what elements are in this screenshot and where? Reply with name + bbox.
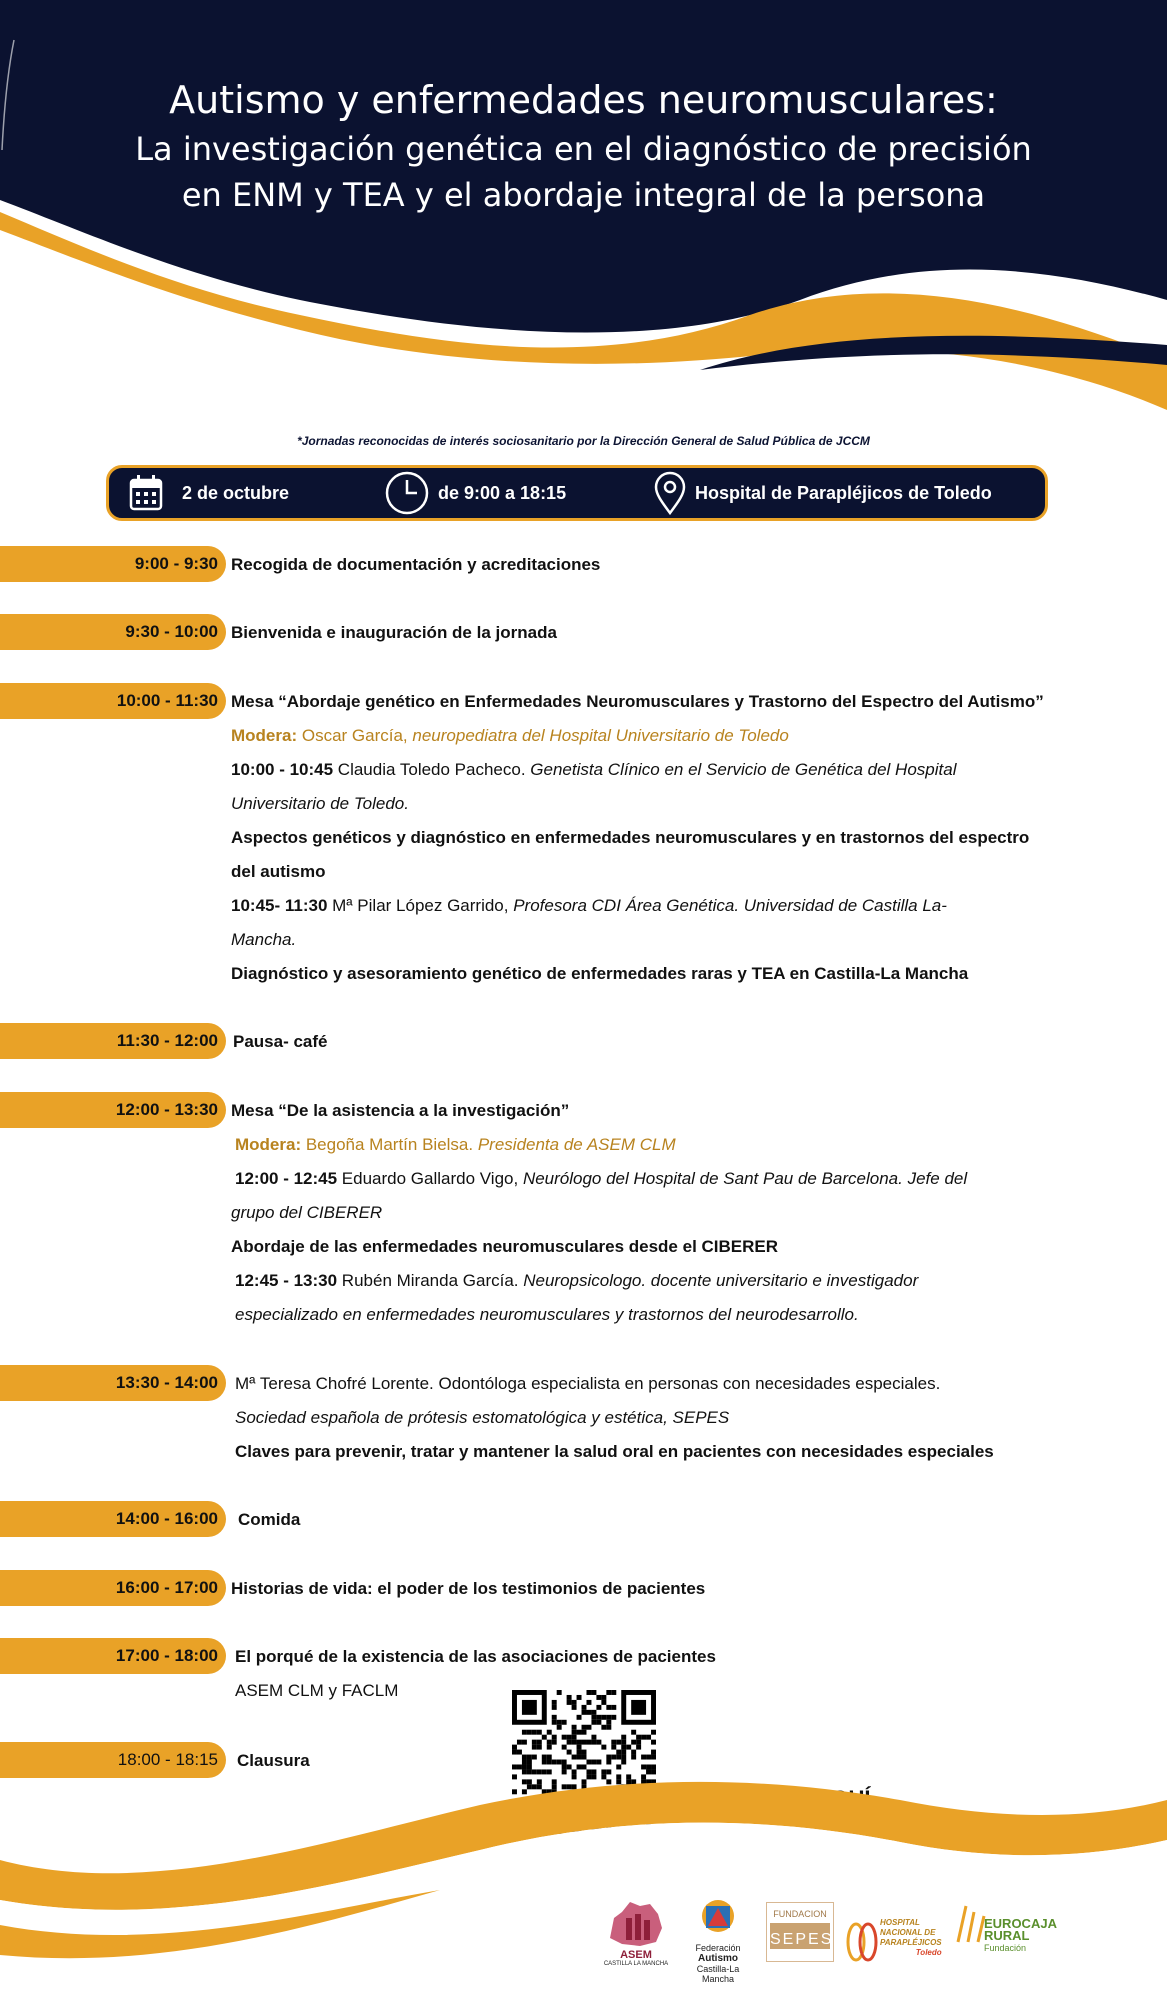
session-title-6: Claves para prevenir, tratar y mantener la salud oral en pacientes con necesidades especiales xyxy=(235,1442,994,1461)
moderator-role: Presidenta de ASEM CLM xyxy=(473,1135,676,1154)
session-time-5: 12:00 - 13:30 xyxy=(0,1092,226,1128)
talk-role-continued: grupo del CIBERER xyxy=(231,1203,383,1222)
talk-time: 12:45 - 13:30 xyxy=(235,1271,338,1290)
hospital-logo-text-1: HOSPITAL xyxy=(880,1918,920,1927)
talk-role: Neurólogo del Hospital de Sant Pau de Barcelona. Jefe del xyxy=(518,1169,968,1188)
title-line-3: en ENM y TEA y el abordaje integral de la persona xyxy=(181,176,986,214)
hospital-logo-text-3: PARAPLÉJICOS xyxy=(880,1938,942,1947)
event-location: Hospital de Parapléjicos de Toledo xyxy=(695,483,992,503)
asem-logo-subtext: CASTILLA LA MANCHA xyxy=(603,1961,669,1967)
fundacion-sepes-logo xyxy=(766,1898,834,1970)
autismo-logo-text-2: Autismo xyxy=(698,1953,738,1964)
session-title-2: Bienvenida e inauguración de la jornada xyxy=(231,623,557,642)
talk-role: Profesora CDI Área Genética. Universidad de Castilla La- xyxy=(508,896,947,915)
event-date: 2 de octubre xyxy=(182,483,290,503)
sepes-logo-text-1: FUNDACION xyxy=(773,1909,827,1919)
talk-title: Aspectos genéticos y diagnóstico en enfermedades neuromusculares y en trastornos del espectro xyxy=(231,828,1030,847)
talk-line xyxy=(231,759,956,781)
eurocaja-logo-text-3: Fundación xyxy=(984,1943,1027,1953)
session-time-8: 16:00 - 17:00 xyxy=(0,1570,226,1606)
session-title-10: Clausura xyxy=(237,1751,310,1770)
session-title-9: El porqué de la existencia de las asociaciones de pacientes xyxy=(235,1647,716,1666)
calendar-icon xyxy=(129,474,163,512)
session-org-6: Sociedad española de prótesis estomatológica y estética, SEPES xyxy=(235,1408,730,1427)
talk-line xyxy=(231,895,947,917)
talk-role: Genetista Clínico en el Servicio de Genética del Hospital xyxy=(525,760,957,779)
recognition-note: *Jornadas reconocidas de interés sociosanitario por la Dirección General de Salud Pública de JCCM xyxy=(297,434,870,448)
moderator-line-5 xyxy=(235,1134,676,1156)
moderator-role: neuropediatra del Hospital Universitario de Toledo xyxy=(407,726,789,745)
talk-role-continued: especializado en enfermedades neuromusculares y trastornos del neurodesarrollo. xyxy=(235,1305,859,1324)
moderator-name: Begoña Martín Bielsa. xyxy=(301,1135,474,1154)
session-time-2: 9:30 - 10:00 xyxy=(0,614,226,650)
talk-time: 10:45- 11:30 xyxy=(231,896,328,915)
eurocaja-logo-text-2: RURAL xyxy=(984,1928,1030,1943)
moderator-label: Modera: xyxy=(235,1135,302,1154)
session-time-6: 13:30 - 14:00 xyxy=(0,1365,226,1401)
session-time-3: 10:00 - 11:30 xyxy=(0,683,226,719)
autismo-logo-text-3: Castilla-La Mancha xyxy=(696,1964,740,1984)
talk-role-continued: Universitario de Toledo. xyxy=(231,794,409,813)
autismo-logo-text-1: Federación xyxy=(695,1943,741,1953)
moderator-label: Modera: xyxy=(231,726,298,745)
moderator-name: Oscar García, xyxy=(297,726,408,745)
moderator-line-3 xyxy=(231,725,789,747)
talk-speaker: Mª Pilar López Garrido, xyxy=(327,896,509,915)
asem-logo xyxy=(600,1898,672,1970)
clock-icon xyxy=(385,471,429,515)
talk-title: Abordaje de las enfermedades neuromusculares desde el CIBERER xyxy=(231,1237,779,1256)
talk-line xyxy=(235,1270,918,1292)
session-time-4: 11:30 - 12:00 xyxy=(0,1023,226,1059)
hospital-logo-text-4: Toledo xyxy=(915,1948,942,1957)
talk-title: Diagnóstico y asesoramiento genético de enfermedades raras y TEA en Castilla-La Mancha xyxy=(231,964,969,983)
sepes-logo-text-2: SEPES xyxy=(770,1923,830,1949)
eurocaja-logo-text-1: EUROCAJA xyxy=(984,1916,1057,1931)
asem-logo-text: ASEM xyxy=(620,1949,652,1961)
session-title-4: Pausa- café xyxy=(233,1032,328,1051)
session-time-7: 14:00 - 16:00 xyxy=(0,1501,226,1537)
session-title-7: Comida xyxy=(238,1510,301,1529)
talk-time: 12:00 - 12:45 xyxy=(235,1169,338,1188)
talk-speaker: Claudia Toledo Pacheco. xyxy=(333,760,526,779)
session-subtitle-9: ASEM CLM y FACLM xyxy=(235,1681,399,1700)
talk-speaker: Eduardo Gallardo Vigo, xyxy=(337,1169,519,1188)
hospital-paraplejicos-logo xyxy=(846,1898,946,1970)
session-time-1: 9:00 - 9:30 xyxy=(0,546,226,582)
talk-line xyxy=(235,1168,967,1190)
talk-role-continued: Mancha. xyxy=(231,930,297,949)
title-line-2: La investigación genética en el diagnóstico de precisión xyxy=(135,130,1032,168)
hospital-logo-text-2: NACIONAL DE xyxy=(880,1928,936,1937)
event-info-bar xyxy=(106,465,1048,521)
session-title-3: Mesa “Abordaje genético en Enfermedades Neuromusculares y Trastorno del Espectro del Autismo” xyxy=(231,692,1044,711)
talk-speaker: Rubén Miranda García. xyxy=(337,1271,519,1290)
talk-role: Neuropsicologo. docente universitario e investigador xyxy=(518,1271,919,1290)
session-speaker-6: Mª Teresa Chofré Lorente. Odontóloga especialista en personas con necesidades especiales. xyxy=(235,1374,941,1393)
session-title-1: Recogida de documentación y acreditaciones xyxy=(231,555,601,574)
talk-time: 10:00 - 10:45 xyxy=(231,760,334,779)
event-time: de 9:00 a 18:15 xyxy=(438,483,567,503)
federacion-autismo-logo xyxy=(680,1898,756,1984)
session-title-8: Historias de vida: el poder de los testimonios de pacientes xyxy=(231,1579,706,1598)
session-title-5: Mesa “De la asistencia a la investigación” xyxy=(231,1101,570,1120)
session-time-9: 17:00 - 18:00 xyxy=(0,1638,226,1674)
location-pin-icon xyxy=(653,471,687,515)
talk-title-continued: del autismo xyxy=(231,862,326,881)
eurocaja-rural-logo xyxy=(954,1898,1058,1970)
session-time-10: 18:00 - 18:15 xyxy=(0,1742,226,1778)
title-line-1: Autismo y enfermedades neuromusculares: xyxy=(169,78,998,122)
